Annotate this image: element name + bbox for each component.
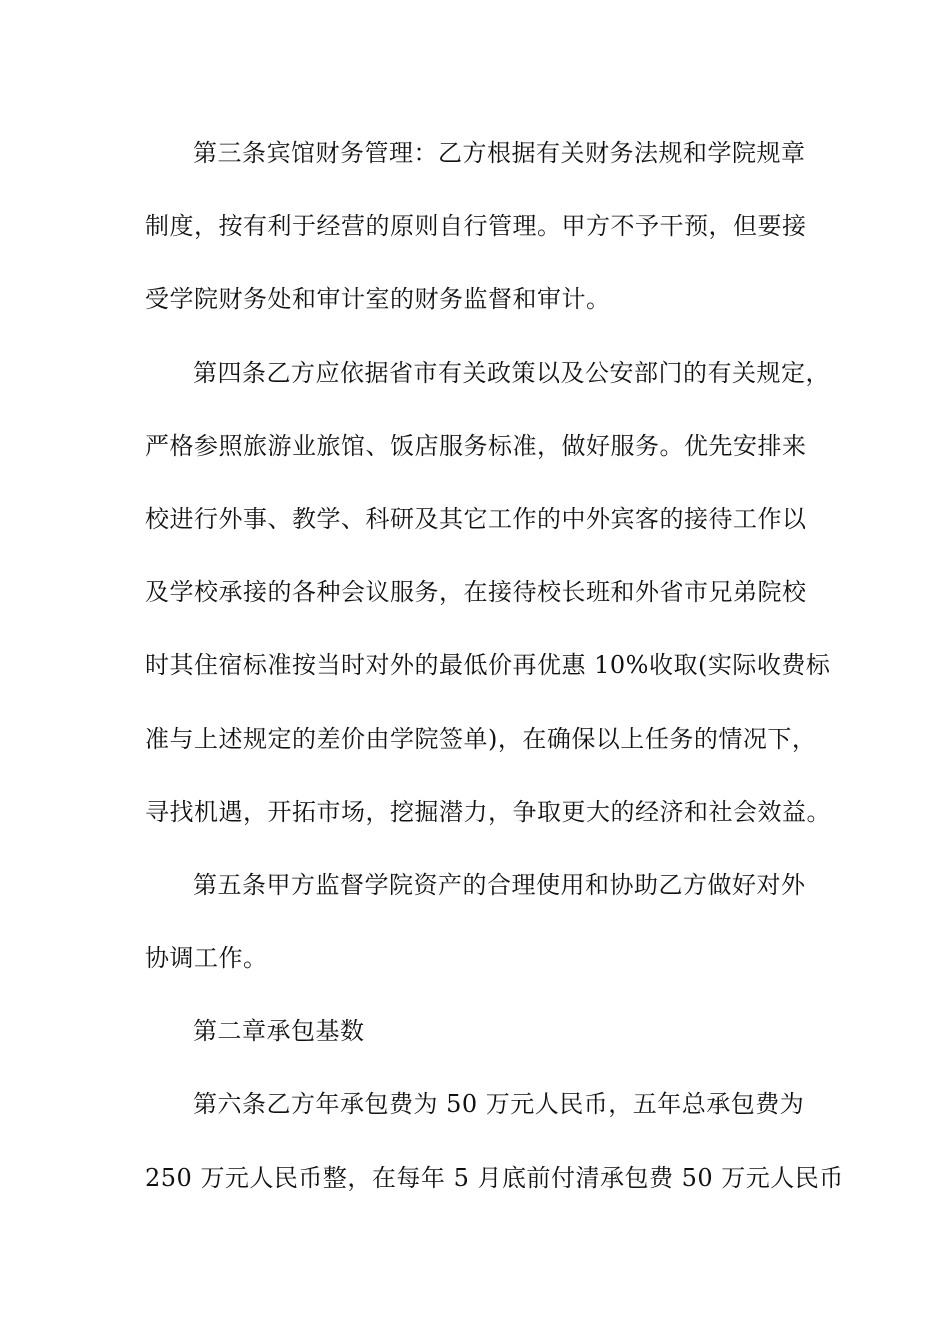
article-4-line-4: 及学校承接的各种会议服务，在接待校长班和外省市兄弟院校 bbox=[145, 578, 807, 607]
article-4-line-1: 第四条乙方应依据省市有关政策以及公安部门的有关规定， bbox=[193, 358, 830, 387]
article-4-line-6: 准与上述规定的差价由学院签单)，在确保以上任务的情况下， bbox=[145, 724, 817, 753]
article-4-line-7: 寻找机遇，开拓市场，挖掘潜力，争取更大的经济和社会效益。 bbox=[145, 797, 831, 826]
article-3-line-2: 制度，按有利于经营的原则自行管理。甲方不予干预，但要接 bbox=[145, 212, 807, 241]
article-4-line-5: 时其住宿标准按当时对外的最低价再优惠 10%收取(实际收费标 bbox=[145, 651, 831, 680]
article-3-line-3: 受学院财务处和审计室的财务监督和审计。 bbox=[145, 285, 611, 314]
article-6-line-2: 250 万元人民币整，在每年 5 月底前付清承包费 50 万元人民币 bbox=[145, 1163, 844, 1192]
document-body bbox=[145, 130, 844, 1228]
article-5-line-2: 协调工作。 bbox=[145, 944, 268, 973]
article-4-line-3: 校进行外事、教学、科研及其它工作的中外宾客的接待工作以 bbox=[145, 504, 807, 533]
article-4-line-2: 严格参照旅游业旅馆、饭店服务标准，做好服务。优先安排来 bbox=[145, 431, 807, 460]
article-3-line-1: 第三条宾馆财务管理：乙方根据有关财务法规和学院规章 bbox=[193, 139, 806, 167]
chapter-2-heading: 第二章承包基数 bbox=[193, 1017, 365, 1046]
article-6-line-1: 第六条乙方年承包费为 50 万元人民币，五年总承包费为 bbox=[193, 1090, 805, 1119]
article-5-line-1: 第五条甲方监督学院资产的合理使用和协助乙方做好对外 bbox=[193, 870, 806, 899]
